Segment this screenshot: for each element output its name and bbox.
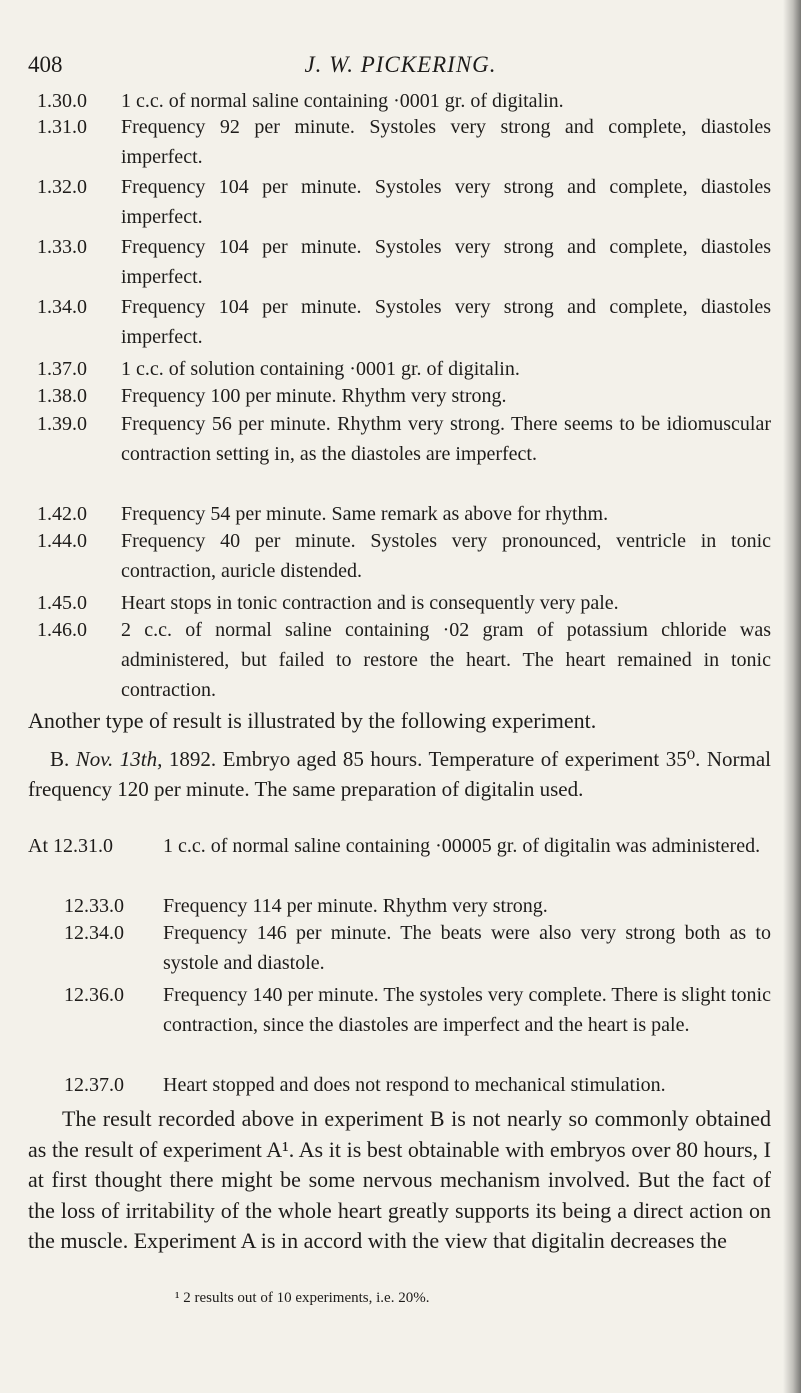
entry-text: Frequency 40 per minute. Systoles very pronounced, ventricle in tonic contraction, auricle distended. xyxy=(121,530,771,582)
entry-text: Frequency 100 per minute. Rhythm very strong. xyxy=(121,385,507,407)
running-head: J. W. PICKERING. xyxy=(304,52,497,77)
entry-time: 1.31.0 xyxy=(37,116,87,138)
experiment-date: Nov. 13th, xyxy=(75,747,163,771)
footnote: ¹ 2 results out of 10 experiments, i.e. 20%. xyxy=(175,1290,430,1306)
entry-time: 1.37.0 xyxy=(37,358,87,380)
entry-text: Frequency 104 per minute. Systoles very strong and complete, diastoles imperfect. xyxy=(121,296,771,348)
entry-text: Frequency 54 per minute. Same remark as above for rhythm. xyxy=(121,503,609,525)
intro-sentence: Another type of result is illustrated by the following experiment. xyxy=(28,708,597,733)
experiment-label: B. xyxy=(50,747,70,771)
entry-time: 1.38.0 xyxy=(37,385,87,407)
entry-time: 1.32.0 xyxy=(37,176,87,198)
entry-time: 1.45.0 xyxy=(37,592,87,614)
entry-time: 1.46.0 xyxy=(37,619,87,641)
page-number: 408 xyxy=(28,52,63,77)
entry-text: Heart stops in tonic contraction and is consequently very pale. xyxy=(121,592,619,614)
entry-text: 2 c.c. of normal saline containing ·02 gram of potassium chloride was administered, but failed to restore the heart. The heart remained in tonic contraction. xyxy=(121,619,771,701)
entry-text: Frequency 56 per minute. Rhythm very strong. There seems to be idiomuscular contraction setting in, as the diastoles are imperfect. xyxy=(121,413,771,465)
entry-text: Frequency 92 per minute. Systoles very strong and complete, diastoles imperfect. xyxy=(121,116,771,168)
entry-text: 1 c.c. of normal saline containing ·00005 gr. of digitalin was administered. xyxy=(163,835,761,857)
entry-text: Frequency 104 per minute. Systoles very strong and complete, diastoles imperfect. xyxy=(121,176,771,228)
entry-time: 1.33.0 xyxy=(37,236,87,258)
entry-time: 12.36.0 xyxy=(64,984,124,1006)
page-edge-shadow xyxy=(783,0,801,1393)
experiment-b-header xyxy=(28,744,771,804)
entry-time: 12.33.0 xyxy=(64,895,124,917)
entry-time: 1.30.0 xyxy=(37,90,87,112)
entry-text: Frequency 140 per minute. The systoles very complete. There is slight tonic contraction, since the diastoles are imperfect and the heart is pale. xyxy=(163,984,771,1036)
entry-text: Frequency 104 per minute. Systoles very strong and complete, diastoles imperfect. xyxy=(121,236,771,288)
entry-text: Frequency 146 per minute. The beats were also very strong both as to systole and diastole. xyxy=(163,922,771,974)
entry-text: 1 c.c. of normal saline containing ·0001 gr. of digitalin. xyxy=(121,90,564,112)
entry-time: 1.39.0 xyxy=(37,413,87,435)
closing-paragraph: The result recorded above in experiment B is not nearly so commonly obtained as the result of experiment A¹. As it is best obtainable with embryos over 80 hours, I at first thought there might be some nervous mechanism involved. But the fact of the loss of irritability of the whole heart greatly supports its being a direct action on the muscle. Experiment A is in accord with the view that digitalin decreases the xyxy=(28,1106,771,1253)
entry-time: At 12.31.0 xyxy=(28,835,113,857)
experiment-description: 1892. Embryo aged 85 hours. Temperature of experiment 35⁰. Normal frequency 120 per minute. The same preparation of digitalin used. xyxy=(28,747,772,801)
entry-time: 12.37.0 xyxy=(64,1074,124,1096)
entry-time: 1.42.0 xyxy=(37,503,87,525)
entry-time: 1.44.0 xyxy=(37,530,87,552)
entry-text: 1 c.c. of solution containing ·0001 gr. of digitalin. xyxy=(121,358,520,380)
entry-text: Heart stopped and does not respond to mechanical stimulation. xyxy=(163,1074,666,1096)
entry-time: 1.34.0 xyxy=(37,296,87,318)
entry-text: Frequency 114 per minute. Rhythm very strong. xyxy=(163,895,548,917)
entry-time: 12.34.0 xyxy=(64,922,124,944)
